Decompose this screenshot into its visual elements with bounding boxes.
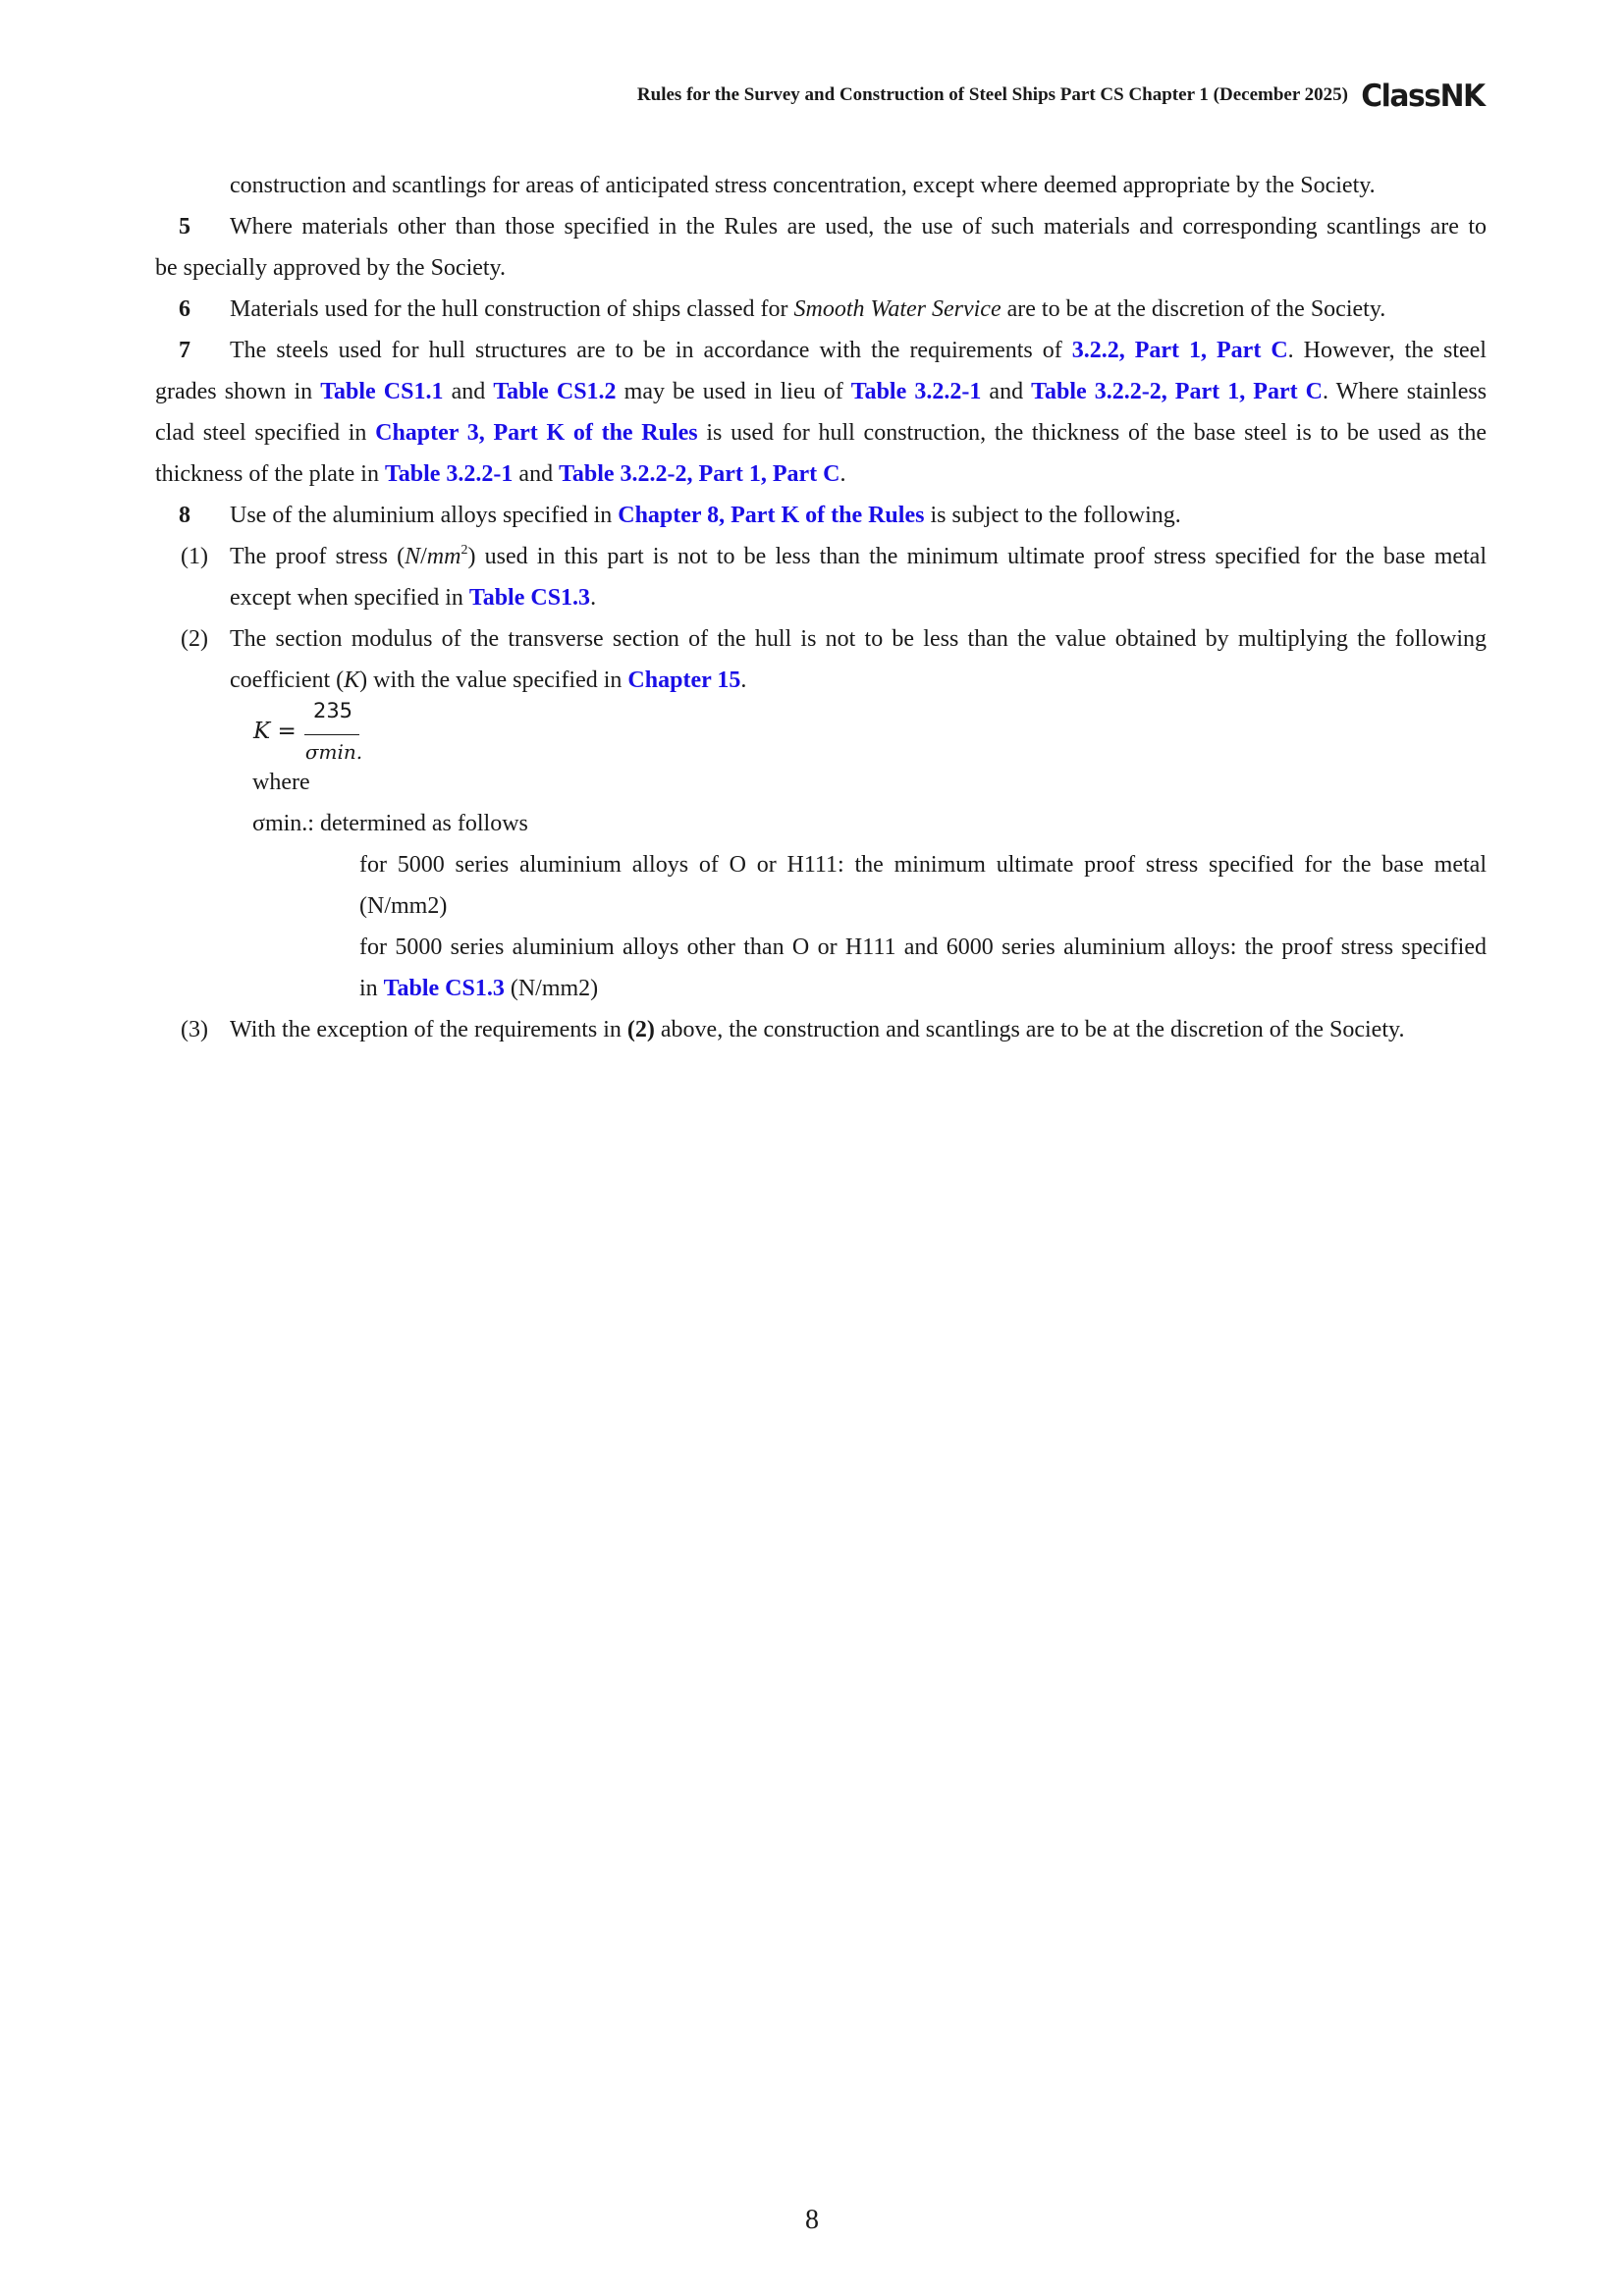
item-2-line-1: The section modulus of the transverse section of the hull is not to be less than the value obtained by multiplying the following [230,626,1487,652]
link-3-2-2-part-1-part-c[interactable]: 3.2.2, Part 1, Part C [1071,338,1288,363]
paragraph-8: Use of the aluminium alloys specified in Chapter 8, Part K of the Rules is subject to the following. [230,503,1181,528]
classnk-logo: ClassNK [1361,79,1485,114]
item-1-number: (1) [181,544,208,569]
link-table-3-2-2-1[interactable]: Table 3.2.2-1 [850,379,982,404]
formula-denominator: σmin. [304,740,363,764]
link-chapter-8-part-k[interactable]: Chapter 8, Part K of the Rules [618,503,925,528]
paragraph-5-line-1: Where materials other than those specified in the Rules are used, the use of such materials and corresponding scantlings are to [230,214,1487,240]
formula-lhs: K = [253,719,297,744]
link-table-cs1-3-b[interactable]: Table CS1.3 [383,976,505,1001]
link-table-3-2-2-1-b[interactable]: Table 3.2.2-1 [384,461,514,487]
paragraph-7-line-3: clad steel specified in Chapter 3, Part K of the Rules is used for hull construction, the thickness of the base steel is to be used as the [155,420,1488,446]
paragraph-7-line-2: grades shown in Table CS1.1 and Table CS1.2 may be used in lieu of Table 3.2.2-1 and Table 3.2.2-2, Part 1, Part C. Where stainless [155,379,1488,404]
case-2-line-2: in Table CS1.3 (N/mm2) [359,976,599,1001]
link-table-cs1-1[interactable]: Table CS1.1 [320,379,444,404]
paragraph-8-number: 8 [179,503,190,528]
paragraph-6-number: 6 [179,296,190,322]
item-3: With the exception of the requirements in (2) above, the construction and scantlings are to be at the discretion of the Society. [230,1017,1405,1042]
document-title: Rules for the Survey and Construction of Steel Ships Part CS Chapter 1 (December 2025) [636,84,1348,105]
paragraph-4-tail: construction and scantlings for areas of anticipated stress concentration, except where deemed appropriate by the Society. [230,173,1376,198]
link-table-3-2-2-2[interactable]: Table 3.2.2-2, Part 1, Part C [1031,379,1324,404]
page-number: 8 [805,2205,819,2235]
item-2-number: (2) [181,626,208,652]
where-label: where [252,770,310,795]
case-1-line-1: for 5000 series aluminium alloys of O or H111: the minimum ultimate proof stress specified for the base metal [359,852,1487,878]
page-header [552,79,1485,118]
paragraph-5-number: 5 [179,214,190,240]
paragraph-6: Materials used for the hull construction of ships classed for Smooth Water Service are to be at the discretion of the Society. [230,296,1386,322]
item-1-line-1: The proof stress $(N/mm^2)$ used in this part is not to be less than the minimum ultimate proof stress specified for the base metal [230,543,1487,569]
item-2-line-2: coefficient (K) with the value specified in Chapter 15. [230,667,747,693]
paragraph-5-line-2: be specially approved by the Society. [155,255,506,281]
item-1-line-2: except when specified in Table CS1.3. [230,585,597,611]
link-chapter-3-part-k[interactable]: Chapter 3, Part K of the Rules [375,420,698,446]
link-table-cs1-3[interactable]: Table CS1.3 [468,585,591,611]
item-2-reference: (2) [626,1017,655,1042]
link-table-3-2-2-2-b[interactable]: Table 3.2.2-2, Part 1, Part C [559,461,840,487]
case-2-line-1: for 5000 series aluminium alloys other than O or H111 and 6000 series aluminium alloys: the proof stress specified [359,934,1487,960]
item-3-number: (3) [181,1017,208,1042]
fraction-bar [304,734,359,735]
smooth-water-service-term: Smooth Water Service [793,296,1001,322]
paragraph-7-number: 7 [179,338,190,363]
link-chapter-15[interactable]: Chapter 15 [627,667,741,693]
sigma-min-definition: σmin.: determined as follows [252,811,528,836]
paragraph-7-line-4: thickness of the plate in Table 3.2.2-1 and Table 3.2.2-2, Part 1, Part C. [155,461,846,487]
formula-numerator: 235 [312,699,353,722]
case-1-line-2: (N/mm2) [359,893,448,919]
paragraph-7-line-1: The steels used for hull structures are to be in accordance with the requirements of 3.2.2, Part 1, Part C. However, the steel [230,338,1487,363]
link-table-cs1-2[interactable]: Table CS1.2 [493,379,617,404]
